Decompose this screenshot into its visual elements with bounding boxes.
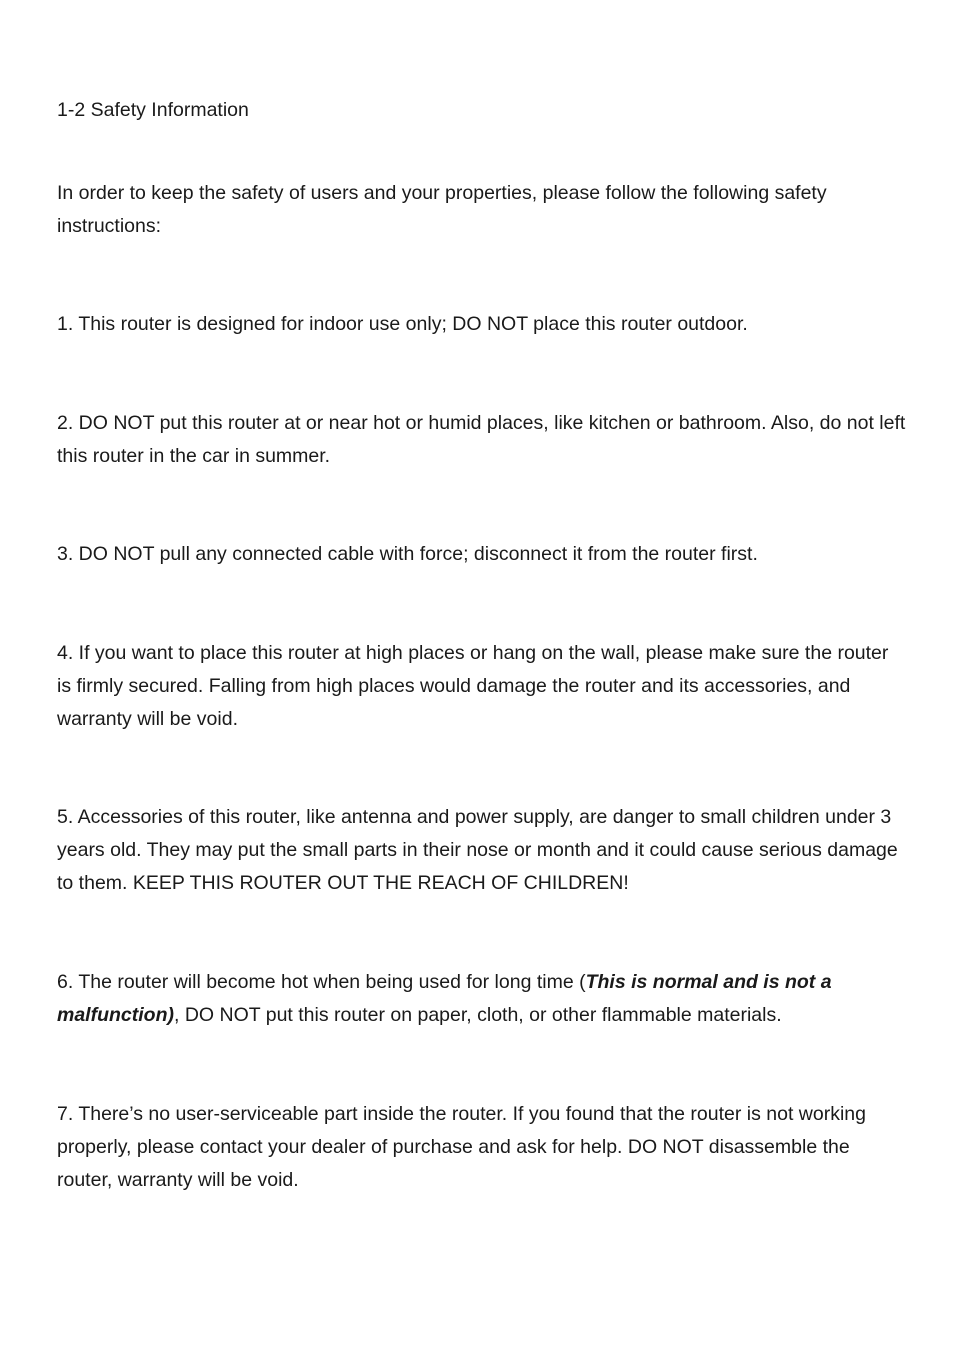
safety-item-7: 7. There’s no user-serviceable part inside the router. If you found that the router is not working properly, please contact your dealer of purchase and ask for help. DO NOT disassemble the router, warranty will be void. bbox=[57, 1103, 866, 1191]
safety-item-6-emphasis: This is normal and is not a malfunction) bbox=[57, 971, 832, 1026]
safety-item-6-suffix: , DO NOT put this router on paper, cloth, or other flammable materials. bbox=[174, 1004, 782, 1026]
safety-item-6-prefix: 6. The router will become hot when being used for long time ( bbox=[57, 971, 586, 993]
safety-item-1: 1. This router is designed for indoor use only; DO NOT place this router outdoor. bbox=[57, 313, 748, 335]
safety-item-4: 4. If you want to place this router at high places or hang on the wall, please make sure the router is firmly secured. Falling from high places would damage the router and its accessories, and warranty will be void. bbox=[57, 642, 889, 730]
section-heading: 1-2 Safety Information bbox=[57, 99, 249, 121]
safety-item-5: 5. Accessories of this router, like antenna and power supply, are danger to small children under 3 years old. They may put the small parts in their nose or month and it could cause serious damage to them. KEEP THIS ROUTER OUT THE REACH OF CHILDREN! bbox=[57, 806, 898, 894]
safety-item-3: 3. DO NOT pull any connected cable with force; disconnect it from the router first. bbox=[57, 543, 758, 565]
safety-item-2: 2. DO NOT put this router at or near hot or humid places, like kitchen or bathroom. Also, do not left this router in the car in summer. bbox=[57, 412, 906, 467]
safety-item-6 bbox=[57, 966, 907, 1032]
intro-paragraph: In order to keep the safety of users and your properties, please follow the following safety instructions: bbox=[57, 182, 827, 237]
